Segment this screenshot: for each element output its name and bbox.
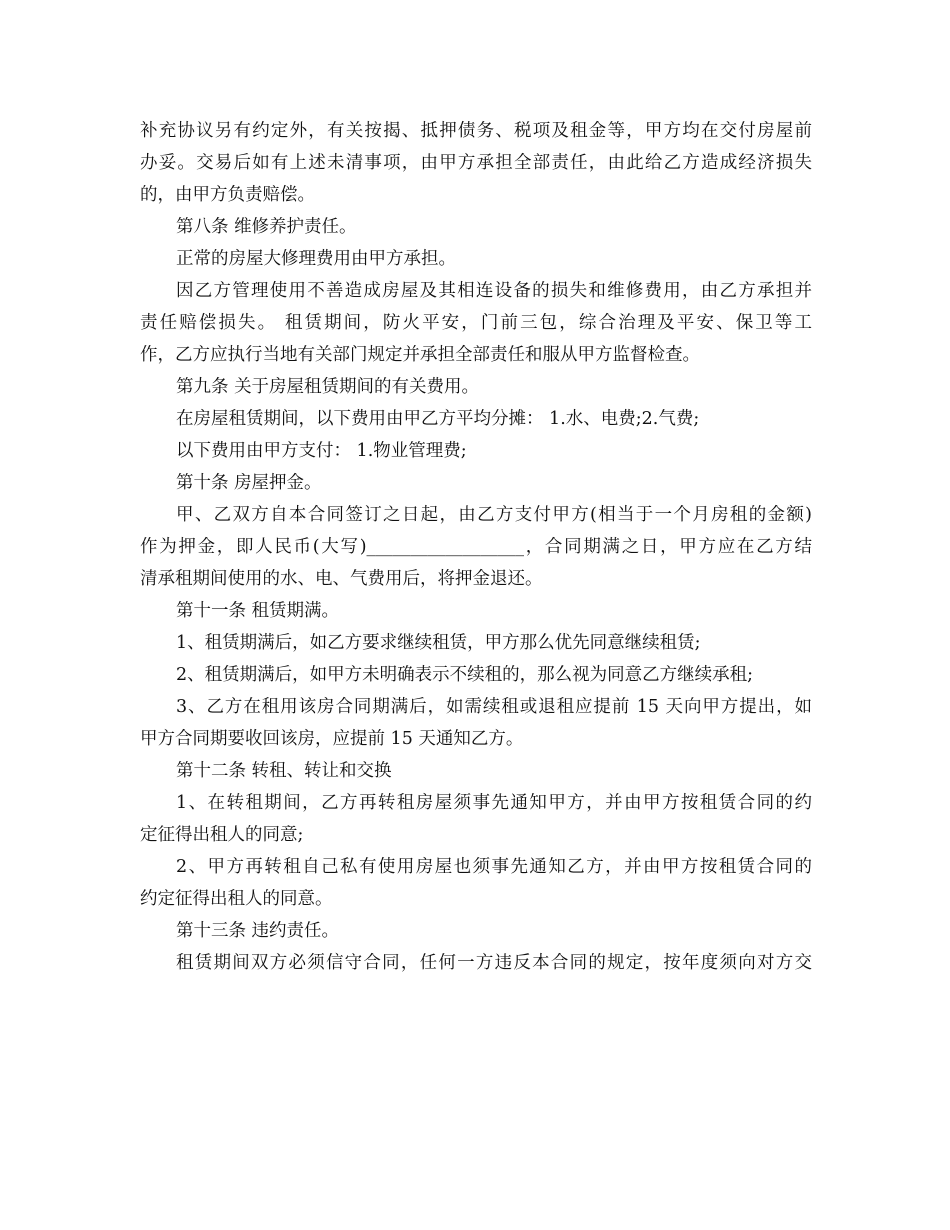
paragraph-line: 1、在转租期间，乙方再转租房屋须事先通知甲方，并由甲方按租赁合同的约 [176, 793, 812, 813]
paragraph-line: 定征得出租人的同意; [140, 825, 304, 845]
paragraph-line: 因乙方管理使用不善造成房屋及其相连设备的损失和维修费用，由乙方承担并 [176, 281, 812, 301]
paragraph-line: 2、甲方再转租自己私有使用房屋也须事先通知乙方，并由甲方按租赁合同的 [176, 857, 812, 877]
paragraph-line: 清承租期间使用的水、电、气费用后，将押金退还。 [140, 569, 543, 589]
paragraph-line: 3、乙方在租用该房合同期满后，如需续租或退租应提前 15 天向甲方提出，如 [176, 697, 812, 717]
article-heading: 第十二条 转租、转让和交换 [176, 761, 392, 781]
paragraph-line: 1、租赁期满后，如乙方要求继续租赁，甲方那么优先同意继续租赁; [176, 633, 701, 653]
paragraph-line: 作为押金，即人民币(大写)__________________，合同期满之日，甲方应在乙方结 [140, 537, 812, 557]
article-heading: 第十条 房屋押金。 [176, 473, 322, 493]
article-heading: 第十三条 违约责任。 [176, 921, 340, 941]
paragraph-line: 作，乙方应执行当地有关部门规定并承担全部责任和服从甲方监督检查。 [140, 345, 700, 365]
paragraph-line: 甲方合同期要收回该房，应提前 15 天通知乙方。 [140, 729, 524, 749]
article-heading: 第九条 关于房屋租赁期间的有关费用。 [176, 377, 480, 397]
paragraph-line: 正常的房屋大修理费用由甲方承担。 [176, 249, 456, 269]
paragraph-line: 以下费用由甲方支付： 1.物业管理费; [176, 441, 467, 461]
paragraph-line: 的，由甲方负责赔偿。 [140, 185, 315, 205]
paragraph-line: 甲、乙双方自本合同签订之日起，由乙方支付甲方(相当于一个月房租的金额) [176, 505, 812, 525]
paragraph-line: 约定征得出租人的同意。 [140, 889, 333, 909]
document-body [140, 115, 812, 979]
paragraph-line: 办妥。交易后如有上述未清事项，由甲方承担全部责任，由此给乙方造成经济损失 [140, 153, 812, 173]
article-heading: 第十一条 租赁期满。 [176, 601, 340, 621]
paragraph-line: 租赁期间双方必须信守合同，任何一方违反本合同的规定，按年度须向对方交 [176, 953, 812, 973]
paragraph-line: 责任赔偿损失。 租赁期间，防火平安，门前三包，综合治理及平安、保卫等工 [140, 313, 812, 333]
paragraph-line: 在房屋租赁期间，以下费用由甲乙方平均分摊： 1.水、电费;2.气费; [176, 409, 700, 429]
article-heading: 第八条 维修养护责任。 [176, 217, 357, 237]
paragraph-line: 补充协议另有约定外，有关按揭、抵押债务、税项及租金等，甲方均在交付房屋前 [140, 121, 812, 141]
paragraph-line: 2、租赁期满后，如甲方未明确表示不续租的，那么视为同意乙方继续承租; [176, 665, 754, 685]
